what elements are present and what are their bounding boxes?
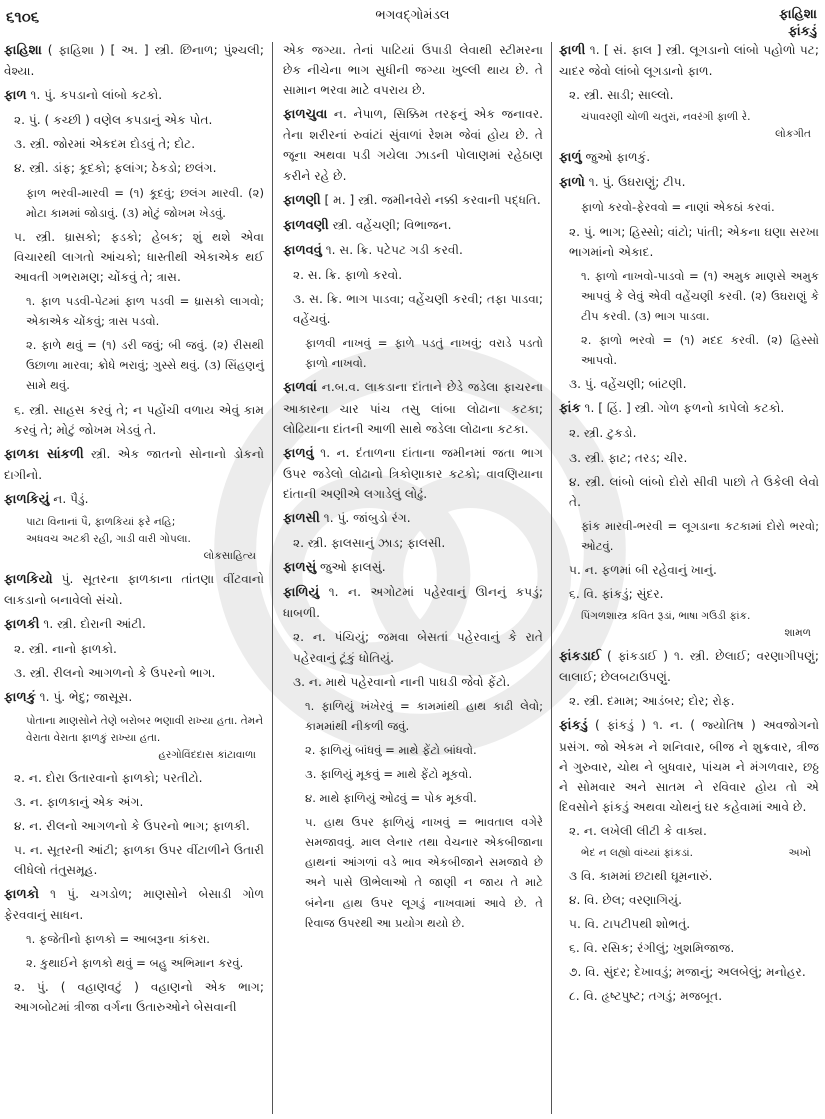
idiom-phrase: ફાળવી નાખવું = ફાળે પડતું નાખવું; વરાડે પડતો ફાળો નાખવો. xyxy=(305,336,543,371)
definition: સ્ત્રી. એક જાતનો સોનાનો ડોકનો દાગીનો. xyxy=(4,446,264,482)
citation-quote xyxy=(559,845,819,862)
sense-definition: ૪. વિ. છેલ; વરણાગિયું. xyxy=(569,893,683,908)
dictionary-entry xyxy=(4,569,264,610)
idiom-phrase: ૪. માથે ફાળિયું ઓઢવું = પોક મૂકવી. xyxy=(305,791,477,806)
headword: ફાંકડું xyxy=(559,718,588,734)
sense-definition: ૬. વિ. રસિક; રંગીલું; ખુશમિજાજ. xyxy=(569,941,735,956)
column-divider xyxy=(551,42,552,1114)
citation-source: શામળ xyxy=(784,627,811,640)
dictionary-entry xyxy=(4,489,264,510)
definition: ૧. સ. ક્રિ. પટેપટ ગડી કરવી. xyxy=(325,242,463,257)
sense-definition: ૨. પું. ( વહાણવટું ) વહાણનો એક ભાગ; આગબોટમાં ત્રીજા વર્ગના ઉતારુઓને બેસવાની xyxy=(14,980,264,1015)
definition: ૧. [ હિં. ] સ્ત્રી. ગોળ ફળનો કાપેલો કટકો. xyxy=(584,401,785,416)
sense-definition: ૨. સ્ત્રી. નાનો ફાળકો. xyxy=(14,642,117,657)
column-3 xyxy=(553,40,821,1115)
guide-words xyxy=(779,6,817,40)
sense-definition: ૫. સ્ત્રી. ધ્રાસકો; ફડકો; હેબક; શું થશે એવા વિચારથી લાગતો આંચકો; ધાસ્તીથી એકાએક થઈ આવતી ગભરામણ; ચોંકવું તે; ત્રાસ. xyxy=(14,229,264,284)
citation-source: હરગોવિંદદાસ કાંટાવાળા xyxy=(158,748,256,761)
citation-quote: અધવચ અટકી રહી, ગાડી વારી ગોપલા. xyxy=(26,532,191,545)
dictionary-entry xyxy=(283,582,543,623)
headword: ફાળણી xyxy=(283,192,321,208)
sense-definition: ૪. ન. રીલનો આગળનો કે ઉપરનો ભાગ; ફાળકી. xyxy=(14,818,250,833)
sense-definition: ૨. ન. દોરા ઉતારવાનો ફાળકો; પરતીટો. xyxy=(14,770,203,785)
dictionary-entry xyxy=(283,215,543,236)
dictionary-entry xyxy=(4,884,264,925)
definition: જુઓ ફાળકું. xyxy=(585,150,651,165)
sense-definition: ૩. સ્ત્રી. જોરમાં એકદમ દોડવું તે; દોટ. xyxy=(14,137,196,152)
definition: ૧. ન. દંતાળના દાંતાના જમીનમાં જતા ભાગ ઉપર જડેલો લોઢાનો ત્રિકોણાકાર કટકો; વાવણિયાના દાંતાની અણીએ લગાડેલું લોઢું. xyxy=(283,445,543,501)
page-number: ૬૧૦૬ xyxy=(6,8,40,26)
sense-definition: ૨. સ્ત્રી. ટુકડો. xyxy=(569,426,637,441)
dictionary-entry xyxy=(4,444,264,485)
idiom-phrase: ૧. ફાળો નાખવો-પાડવો = (૧) અમુક માણસે અમુક આપવું કે લેવું એવી વહેંચણી કરવી. (૨) ઉઘરાણું કે ટીપ કરવી. (૩) ભાગ પાડવા. xyxy=(581,268,819,323)
dictionary-entry xyxy=(283,557,543,578)
book-title: ભગવદ્ગોમંડલ xyxy=(375,8,450,23)
guide-word-first: ફાહિશા xyxy=(779,7,817,22)
headword: ફાળકા સાંકળી xyxy=(4,446,84,462)
idiom-phrase: ૧. ફાળિયું ખંખેરવું = કામમાંથી હાથ કાઢી લેવો; કામમાંથી નીકળી જવું. xyxy=(305,698,543,733)
headword: ફાંકડાઈ xyxy=(559,649,602,665)
headword: ફાળકિયો xyxy=(4,571,53,587)
definition: ( ફાંકડાઈ ) ૧. સ્ત્રી. છેલાઈ; વરણાગીપણું; લાલાઈ; છેલબટાઉપણું. xyxy=(559,649,819,685)
citation-quote: પિંગળશાસ્ત્ર કવિત રૂડાં, ભાષા ગઉડી ફાંક. xyxy=(581,610,751,623)
sense-definition: ૩. ન. ફાળકાનું એક અંગ. xyxy=(14,794,144,809)
idiom-phrase: ૨. ફાળિયું બાંધવું = માથે ફેંટો બાંધવો. xyxy=(305,742,477,757)
dictionary-entry xyxy=(283,240,543,261)
citation-source: લોકસાહિત્ય xyxy=(203,549,256,562)
sense-definition: ૩ વિ. કામમાં છટાથી ઘૂમનારું. xyxy=(569,869,713,883)
dictionary-entry xyxy=(283,190,543,211)
dictionary-entry xyxy=(559,398,819,419)
dictionary-entry xyxy=(4,40,264,81)
idiom-phrase: ૧. ફજેતીનો ફાળકો = આબરૂના કાંકરા. xyxy=(26,932,210,947)
definition: ન. નેપાળ, સિક્કિમ તરફનું એક જનાવર. તેના શરીરનાં રુવાંટાં સુંવાળાં રેશમ જેવાં હોય છે. તે જૂના અથવા પડી ગયેલા ઝાડની પોલાણમાં રહેઠાણ કરીને રહે છે. xyxy=(283,107,544,183)
quote-source: અખો xyxy=(788,847,811,859)
headword: ફાળસું xyxy=(283,560,317,576)
idiom-phrase: ફાળો કરવો-ફેરવવો = નાણાં એકઠાં કરવાં. xyxy=(581,200,775,215)
definition: જુઓ ફાલસું. xyxy=(320,560,386,575)
sense-definition: ૫. ન. સૂતરની આંટી; ફાળકા ઉપર વીંટાળીને ઉતારી લીધેલો તંતુસમૂહ. xyxy=(14,842,264,877)
idiom-phrase: ૧. ફાળ પડવી-પેટમાં ફાળ પડવી = ધ્રાસકો લાગવો; એકાએક ચોંકવું; ત્રાસ પડવો. xyxy=(26,294,264,329)
definition: ન.બ.વ. લાકડાના દાંતાને છેડે જડેલા ફાચરના આકારના ચાર પાંચ તસુ લાંબા લોઢાના કટકા; લોઢિયાના દાંતની આળી સાથે જડેલા લોઢાના કટકા. xyxy=(283,380,544,436)
definition: ૧. પું. ઉઘરાણું; ટીપ. xyxy=(588,175,686,190)
citation-quote: પાટા વિનાનાં પૈ, ફાળકિયાં ફરે નહિ; xyxy=(26,515,176,528)
dictionary-entry xyxy=(283,377,543,438)
headword: ફાળવણી xyxy=(283,217,329,233)
quote-text: ભેદ ન લહ્યો વાંચ્યાં ફાંકડાં. xyxy=(581,847,693,859)
sense-definition: ૨. ન. લખેલી લીટી કે વાક્ય. xyxy=(569,823,707,838)
idiom-phrase: ૫. હાથ ઉપર ફાળિયું નાખવું = ભાવતાલ વગેરે સમજાવવું. માલ લેનાર તથા વેચનાર એકબીજાના હાથનાં આંગળાં વડે ભાવ એકબીજાને સમજાવે છે અને પાસે ઊભેલાઓ તે જાણી ન જાય તે માટે બંનેના હાથ ઉપર લૂગડું નાખવામાં આવે છે. તે રિવાજ ઉપરથી આ પ્રયોગ થયો છે. xyxy=(305,815,543,930)
dictionary-entry xyxy=(283,104,543,185)
headword: ફાળવવું xyxy=(283,242,322,258)
headword: ફાળું xyxy=(559,150,582,166)
sense-definition: ૩. પું. વહેંચણી; બાંટણી. xyxy=(569,377,687,392)
definition: ૧. સ્ત્રી. દોરાની આંટી. xyxy=(43,617,146,632)
headword: ફાળવાં xyxy=(283,380,317,396)
sense-definition: ૩. ન. માથે પહેરવાનો નાની પાઘડી જેવો ફેંટો. xyxy=(293,674,511,689)
headword: ફાંક xyxy=(559,401,581,417)
dictionary-entry xyxy=(559,172,819,193)
sense-definition: ૫. વિ. ટાપટીપથી શોભતું. xyxy=(569,917,691,932)
idiom-phrase: ૨. ફાળે થવું = (૧) ડરી જવું; બી જવું. (૨) રીસથી ઉછાળા મારવા; ક્રોધે ભરાવું; ગુસ્સે થવું. (૩) સિંહણનું સામે થવું. xyxy=(26,338,264,393)
sense-definition: ૪. સ્ત્રી. લાંબો લાંબો દોરો સીવી પાછો તે ઉકેલી લેવો તે. xyxy=(569,474,819,509)
headword: ફાળકિયું xyxy=(4,491,50,507)
sense-definition: ૨. સ્ત્રી. સાડી; સાલ્લો. xyxy=(569,88,674,103)
dictionary-entry xyxy=(559,147,819,168)
headword: ફાળ xyxy=(4,88,27,104)
dictionary-entry xyxy=(559,40,819,81)
definition: ૧. પું. જાંબુડો રંગ. xyxy=(323,510,411,525)
headword: ફાળી xyxy=(559,43,586,58)
dictionary-entry xyxy=(559,646,819,687)
sense-definition: ૪. સ્ત્રી. ડાંફ; કૂદકો; ફલાંગ; ઠેકડો; છલંગ. xyxy=(14,161,217,176)
sense-definition: ૨. પું. ( કચ્છી ) વણેલ કપડાનું એક પોત. xyxy=(14,113,213,128)
column-2 xyxy=(277,40,547,1115)
sense-definition: ૫. ન. ફળમાં બી રહેવાનું ખાનું. xyxy=(569,562,717,577)
definition: ( ફાહિશા ) [ અ. ] સ્ત્રી. છિનાળ; પુંશ્ચલી; વેશ્યા. xyxy=(4,43,264,79)
idiom-phrase: ૩. ફાળિયું મૂકવું = માથે ફેંટો મૂકવો. xyxy=(305,767,473,781)
definition: ૧. ન. અગોટમાં પહેરવાનું ઊનનું કપડું; ધાબળી. xyxy=(283,585,543,621)
headword: ફાહિશા xyxy=(4,43,42,58)
guide-word-last: ફાંકડું xyxy=(788,24,817,39)
sense-definition: ૨. સ. ક્રિ. ફાળો કરવો. xyxy=(293,267,403,282)
citation-quote: ચંપાવરણી ચોળી ચતુરાં, નવરંગી ફાળી રે. xyxy=(581,111,751,124)
headword: ફાળવું xyxy=(283,445,314,461)
headword: ફાળસી xyxy=(283,510,320,526)
definition: [ મ. ] સ્ત્રી. જમીનવેરો નક્કી કરવાની પદ્ધતિ. xyxy=(324,192,541,207)
definition: ૧. [ સં. ફાલ ] સ્ત્રી. લૂગડાનો લાંબો પહોળો પટ; ચાદર જેવો લાંબો લૂગડાનો ફાળ. xyxy=(559,43,820,79)
sense-definition: ૩. સ્ત્રી. રીલનો આગળનો કે ઉપરનો ભાગ. xyxy=(14,666,216,681)
dictionary-columns xyxy=(0,40,825,1119)
headword: ફાળકું xyxy=(4,690,36,706)
column-divider xyxy=(272,42,273,1114)
headword: ફાળો xyxy=(559,175,585,191)
sense-definition: ૨. સ્ત્રી. દમામ; આડંબર; દોર; રોફ. xyxy=(569,694,735,709)
dictionary-entry xyxy=(559,715,819,816)
definition: ૧. પું. ભેદુ; જાસૂસ. xyxy=(39,690,133,705)
sense-definition: ૨. ન. પંચિયું; જમવા બેસતાં પહેરવાનું કે રાતે પહેરવાનું ટૂંકું ધોતિયું. xyxy=(293,630,543,665)
definition: ૧ પું. ચગડોળ; માણસોને બેસાડી ગોળ ફેરવવાનું સાધન. xyxy=(4,887,264,923)
idiom-phrase: ફાંક મારવી-ભરવી = લૂગડાના કટકામાં દોરો ભરવો; ઓટવું. xyxy=(581,518,819,553)
sense-definition: ૬. સ્ત્રી. સાહસ કરવું તે; ન પહોંચી વળાય એવું કામ કરવું તે; મોટું જોખમ ખેડવું તે. xyxy=(14,402,264,437)
page-header xyxy=(0,0,825,40)
dictionary-entry xyxy=(4,85,264,106)
column-1 xyxy=(4,40,270,1115)
headword: ફાળિયું xyxy=(283,585,320,601)
idiom-phrase: ૨. ફાળો ભરવો = (૧) મદદ કરવી. (૨) હિસ્સો આપવો. xyxy=(581,333,819,368)
definition: સ્ત્રી. વહેંચણી; વિભાજન. xyxy=(332,217,452,232)
sense-definition: ૨. સ્ત્રી. ફાલસાનું ઝાડ; ફાલસી. xyxy=(293,536,446,551)
sense-definition: ૮. વિ. હૃષ્ટપુષ્ટ; તગડું; મજબૂત. xyxy=(569,989,723,1004)
sense-definition: ૩. સ્ત્રી. ફાટ; તરડ; ચીર. xyxy=(569,450,688,465)
definition: ૧. પું. કપડાનો લાંબો કટકો. xyxy=(30,88,163,103)
idiom-phrase: ૨. કુથાઈને ફાળકો થવું = બહુ અભિમાન કરવું. xyxy=(26,956,244,971)
continued-definition: એક જગ્યા. તેનાં પાટિયાં ઉપાડી લેવાથી સ્ટીમરના છેક નીચેના ભાગ સુધીની જગ્યા ખુલ્લી થાય છે. તે સામાન ભરવા માટે વપરાય છે. xyxy=(283,43,543,98)
definition: પું. સૂતરના ફાળકાના તાંતણા વીંટવાનો લાકડાનો બનાવેલો સંચો. xyxy=(4,571,265,608)
definition: ( ફાંકડું ) ૧. ન. ( જ્યોતિષ ) અવજોગનો પ્રસંગ. જો એકમ ને શનિવાર, બીજ ને શુક્રવાર, ત્રીજ ને ગુરુવાર, ચોથ ને બુધવાર, પાંચમ ને મંગળવાર, છઠ્ઠ ને સોમવાર અને સાતમ ને રવિવાર હોય તો એ દિવસોને ફાંકડું અથવા ચોથનું ઘર કહેવામાં આવે છે. xyxy=(559,718,819,814)
sense-definition: ૭. વિ. સુંદર; દેખાવડું; મજાનું; અલબેલું; મનોહર. xyxy=(569,965,806,980)
sense-definition: ૩. સ. ક્રિ. ભાગ પાડવા; વહેંચણી કરવી; તફા પાડવા; વહેંચવું. xyxy=(293,292,543,327)
citation-source: લોકગીત xyxy=(775,128,811,141)
dictionary-entry xyxy=(4,687,264,708)
definition: ન. પૈડું. xyxy=(53,491,89,506)
dictionary-entry xyxy=(283,443,543,504)
idiom-phrase: ફાળ ભરવી-મારવી = (૧) કૂદવું; છલંગ મારવી. (૨) મોટા કામમાં જોડાવું. (૩) મોટું જોખમ ખેડવું. xyxy=(26,185,264,220)
headword: ફાળકો xyxy=(4,887,40,902)
citation-quote: પોતાના માણસોને તેણે બરોબર ભણાવી રાખ્યા હતા. તેમને વેરાતા વેરાતા ફાળકું રાખ્યા હતા. xyxy=(26,714,264,744)
headword: ફાળચુવા xyxy=(283,107,328,123)
sense-definition: ૨. પું. ભાગ; હિસ્સો; વાંટો; પાંતી; એકના ઘણા સરખા ભાગમાંનો એકાદ. xyxy=(569,224,819,259)
sense-definition: ૬. વિ. ફાંકડું; સુંદર. xyxy=(569,587,664,602)
dictionary-entry xyxy=(4,614,264,635)
dictionary-entry xyxy=(283,508,543,529)
headword: ફાળકી xyxy=(4,617,40,633)
